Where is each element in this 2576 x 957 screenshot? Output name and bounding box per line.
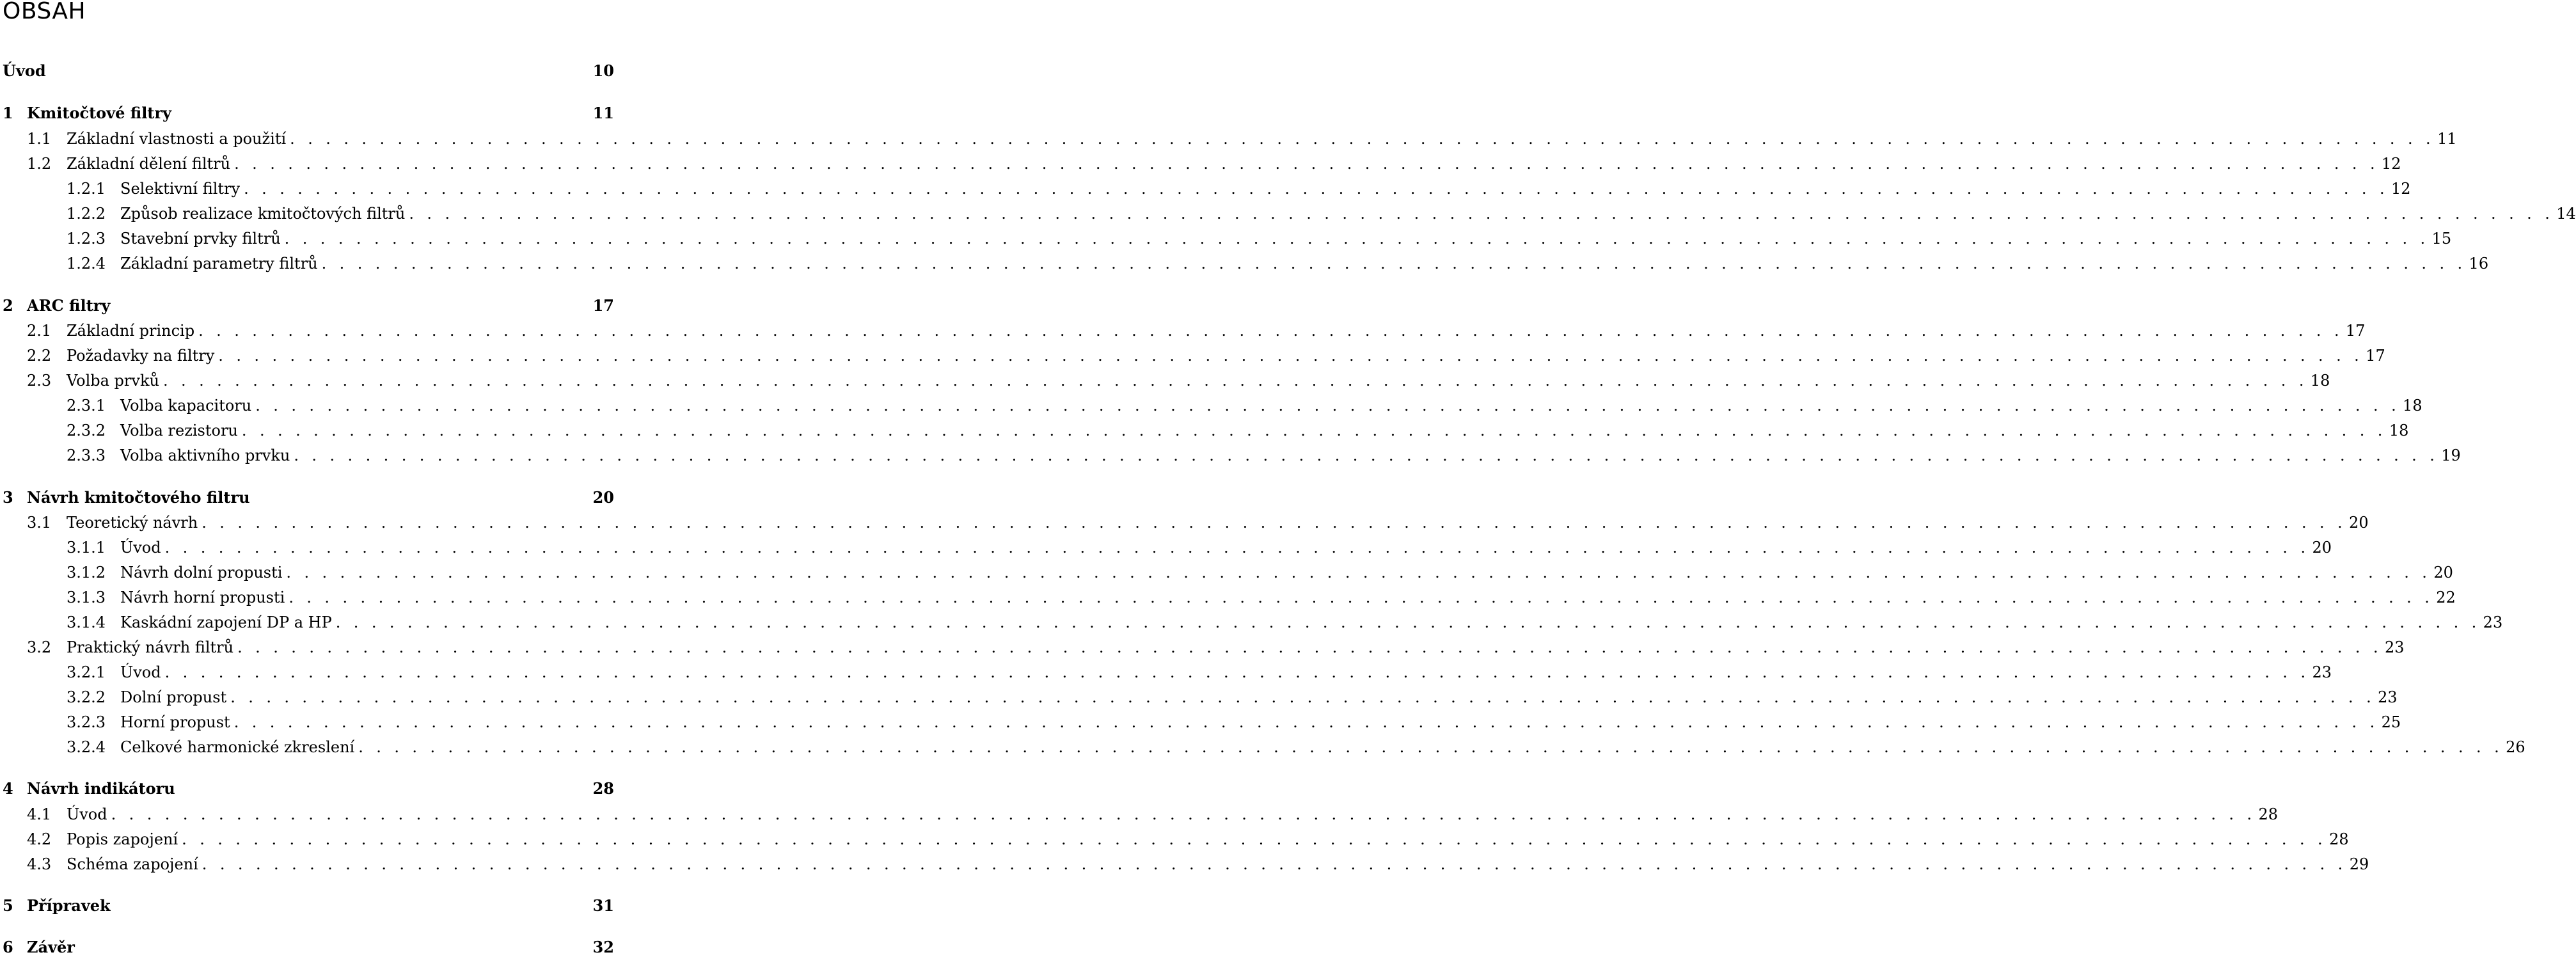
toc-section-entry[interactable] — [0, 613, 2503, 632]
toc-entry-title: Úvod — [3, 61, 46, 80]
toc-section-entry[interactable] — [0, 830, 2349, 849]
toc-entry-number: 3.1.1 — [67, 539, 106, 557]
toc-entry-title: Úvod — [67, 805, 107, 823]
toc-entry-title: Dolní propust — [120, 688, 227, 706]
toc-entry-title: Kmitočtové filtry — [27, 104, 171, 122]
toc-entry-number: 2.3 — [27, 372, 52, 390]
dot-leader: . . . . . . . . . . . . . . . . . . . . . . . . . . . . . . . . . . . . . . . . . . . . . . . . . . . . . . . . . . . . . . . . . . . . . . . . . . . . . . . . . . . . . . . . . . . . . . . . . . . . . . . . . . . . . . . . . . . . . . . . — [286, 564, 2431, 581]
toc-entry-page-number: 10 — [592, 61, 614, 80]
toc-entry-page-number: 32 — [592, 938, 614, 956]
toc-entry-title: Závěr — [27, 938, 75, 956]
toc-entry-number: 2 — [3, 296, 13, 315]
toc-section-entry[interactable] — [0, 396, 2422, 415]
toc-entry-number: 3.1.4 — [67, 613, 106, 631]
toc-section-entry[interactable] — [0, 421, 2409, 440]
toc-entry-title: Volba prvků — [67, 372, 159, 390]
dot-leader: . . . . . . . . . . . . . . . . . . . . . . . . . . . . . . . . . . . . . . . . . . . . . . . . . . . . . . . . . . . . . . . . . . . . . . . . . . . . . . . . . . . . . . . . . . . . . . . . . . . . . . . . . . . . . . . . . . . . . . . . — [335, 613, 2481, 631]
toc-chapter-entry[interactable] — [0, 779, 614, 798]
toc-entry-number: 1.2.1 — [67, 180, 106, 198]
toc-entry-title: Volba rezistoru — [120, 422, 238, 439]
dot-leader: . . . . . . . . . . . . . . . . . . . . . . . . . . . . . . . . . . . . . . . . . . . . . . . . . . . . . . . . . . . . . . . . . . . . . . . . . . . . . . . . . . . . . . . . . . . . . . . . . . . . . . . . . . . . . . . . . . . . . . . . — [284, 230, 2430, 248]
toc-entry-title: Volba aktivního prvku — [120, 447, 290, 464]
toc-entry-page-number: 11 — [2437, 130, 2457, 148]
toc-entry-number: 3.2 — [27, 638, 52, 656]
toc-entry-title: Praktický návrh filtrů — [67, 638, 234, 656]
toc-entry-page-number: 20 — [2312, 539, 2332, 557]
toc-entry-page-number: 18 — [2403, 397, 2422, 415]
toc-entry-number: 1.2.3 — [67, 230, 106, 248]
toc-section-entry[interactable] — [0, 638, 2405, 657]
toc-entry-number: 4.3 — [27, 855, 52, 873]
toc-entry-page-number: 20 — [2349, 514, 2369, 532]
toc-section-entry[interactable] — [0, 346, 2385, 365]
page-title: OBSAH — [3, 0, 86, 24]
toc-entry-page-number: 26 — [2506, 738, 2525, 756]
dot-leader: . . . . . . . . . . . . . . . . . . . . . . . . . . . . . . . . . . . . . . . . . . . . . . . . . . . . . . . . . . . . . . . . . . . . . . . . . . . . . . . . . . . . . . . . . . . . . . . . . . . . . . . . . . . . . . . . . . . . . . . . — [358, 738, 2504, 756]
toc-entry-page-number: 23 — [2385, 638, 2405, 656]
dot-leader: . . . . . . . . . . . . . . . . . . . . . . . . . . . . . . . . . . . . . . . . . . . . . . . . . . . . . . . . . . . . . . . . . . . . . . . . . . . . . . . . . . . . . . . . . . . . . . . . . . . . . . . . . . . . . . . . . . . . . . . . — [321, 255, 2467, 273]
toc-section-entry[interactable] — [0, 321, 2366, 340]
toc-entry-title: Návrh horní propusti — [120, 589, 285, 606]
toc-entry-title: Horní propust — [120, 713, 230, 731]
dot-leader: . . . . . . . . . . . . . . . . . . . . . . . . . . . . . . . . . . . . . . . . . . . . . . . . . . . . . . . . . . . . . . . . . . . . . . . . . . . . . . . . . . . . . . . . . . . . . . . . . . . . . . . . . . . . . . . . . . . . . . . . — [164, 539, 2310, 557]
toc-entry-number: 5 — [3, 896, 13, 915]
toc-entry-number: 1.2.2 — [67, 205, 106, 223]
toc-chapter-entry[interactable] — [0, 104, 614, 123]
toc-entry-title: Selektivní filtry — [120, 180, 241, 198]
dot-leader: . . . . . . . . . . . . . . . . . . . . . . . . . . . . . . . . . . . . . . . . . . . . . . . . . . . . . . . . . . . . . . . . . . . . . . . . . . . . . . . . . . . . . . . . . . . . . . . . . . . . . . . . . . . . . . . . . . . . . . . . — [230, 688, 2376, 706]
toc-entry-page-number: 23 — [2378, 688, 2398, 706]
toc-entry-page-number: 12 — [2382, 155, 2401, 173]
toc-entry-title: Schéma zapojení — [67, 855, 198, 873]
dot-leader: . . . . . . . . . . . . . . . . . . . . . . . . . . . . . . . . . . . . . . . . . . . . . . . . . . . . . . . . . . . . . . . . . . . . . . . . . . . . . . . . . . . . . . . . . . . . . . . . . . . . . . . . . . . . . . . . . . . . . . . . — [201, 514, 2347, 532]
toc-section-entry[interactable] — [0, 805, 2279, 824]
toc-entry-number: 3.1.2 — [67, 564, 106, 581]
toc-entry-title: Způsob realizace kmitočtových filtrů — [120, 205, 406, 223]
toc-entry-page-number: 16 — [2469, 255, 2489, 273]
toc-entry-page-number: 28 — [592, 779, 614, 798]
toc-entry-page-number: 23 — [2483, 613, 2503, 631]
toc-entry-page-number: 11 — [592, 104, 614, 122]
toc-entry-title: Úvod — [120, 663, 161, 681]
toc-chapter-entry[interactable] — [0, 896, 614, 915]
toc-entry-number: 2.1 — [27, 322, 52, 340]
toc-entry-number: 2.2 — [27, 347, 52, 365]
toc-section-entry[interactable] — [0, 446, 2461, 465]
toc-entry-number: 6 — [3, 938, 13, 956]
toc-entry-number: 1.1 — [27, 130, 52, 148]
toc-entry-page-number: 22 — [2436, 589, 2456, 606]
toc-entry-page-number: 19 — [2441, 447, 2461, 464]
dot-leader: . . . . . . . . . . . . . . . . . . . . . . . . . . . . . . . . . . . . . . . . . . . . . . . . . . . . . . . . . . . . . . . . . . . . . . . . . . . . . . . . . . . . . . . . . . . . . . . . . . . . . . . . . . . . . . . . . . . . . . . . — [201, 855, 2347, 873]
toc-entry-number: 3 — [3, 488, 13, 507]
toc-entry-number: 1 — [3, 104, 13, 122]
dot-leader: . . . . . . . . . . . . . . . . . . . . . . . . . . . . . . . . . . . . . . . . . . . . . . . . . . . . . . . . . . . . . . . . . . . . . . . . . . . . . . . . . . . . . . . . . . . . . . . . . . . . . . . . . . . . . . . . . . . . . . . . — [234, 155, 2380, 173]
toc-entry-page-number: 20 — [592, 488, 614, 507]
toc-entry-number: 2.3.3 — [67, 447, 106, 464]
toc-entry-title: Přípravek — [27, 896, 111, 915]
toc-entry-title: Základní parametry filtrů — [120, 255, 318, 273]
dot-leader: . . . . . . . . . . . . . . . . . . . . . . . . . . . . . . . . . . . . . . . . . . . . . . . . . . . . . . . . . . . . . . . . . . . . . . . . . . . . . . . . . . . . . . . . . . . . . . . . . . . . . . . . . . . . . . . . . . . . . . . . — [241, 422, 2387, 439]
dot-leader: . . . . . . . . . . . . . . . . . . . . . . . . . . . . . . . . . . . . . . . . . . . . . . . . . . . . . . . . . . . . . . . . . . . . . . . . . . . . . . . . . . . . . . . . . . . . . . . . . . . . . . . . . . . . . . . . . . . . . . . . — [162, 372, 2308, 390]
toc-entry-number: 3.1.3 — [67, 589, 106, 606]
toc-entry-page-number: 12 — [2391, 180, 2411, 198]
toc-entry-number: 3.2.3 — [67, 713, 106, 731]
toc-entry-page-number: 18 — [2310, 372, 2330, 390]
toc-entry-page-number: 17 — [592, 296, 614, 315]
dot-leader: . . . . . . . . . . . . . . . . . . . . . . . . . . . . . . . . . . . . . . . . . . . . . . . . . . . . . . . . . . . . . . . . . . . . . . . . . . . . . . . . . . . . . . . . . . . . . . . . . . . . . . . . . . . . . . . . . . . . . . . . — [111, 805, 2256, 823]
toc-entry-page-number: 31 — [592, 896, 614, 915]
dot-leader: . . . . . . . . . . . . . . . . . . . . . . . . . . . . . . . . . . . . . . . . . . . . . . . . . . . . . . . . . . . . . . . . . . . . . . . . . . . . . . . . . . . . . . . . . . . . . . . . . . . . . . . . . . . . . . . . . . . . . . . . — [164, 663, 2310, 681]
toc-entry-title: Celkové harmonické zkreslení — [120, 738, 355, 756]
dot-leader: . . . . . . . . . . . . . . . . . . . . . . . . . . . . . . . . . . . . . . . . . . . . . . . . . . . . . . . . . . . . . . . . . . . . . . . . . . . . . . . . . . . . . . . . . . . . . . . . . . . . . . . . . . . . . . . . . . . . . . . . — [218, 347, 2364, 365]
toc-entry-page-number: 28 — [2329, 830, 2349, 848]
toc-entry-title: Návrh dolní propusti — [120, 564, 283, 581]
toc-entry-title: Stavební prvky filtrů — [120, 230, 281, 248]
dot-leader: . . . . . . . . . . . . . . . . . . . . . . . . . . . . . . . . . . . . . . . . . . . . . . . . . . . . . . . . . . . . . . . . . . . . . . . . . . . . . . . . . . . . . . . . . . . . . . . . . . . . . . . . . . . . . . . . . . . . . . . . — [244, 180, 2389, 198]
toc-entry-title: Požadavky na filtry — [67, 347, 215, 365]
toc-entry-number: 3.2.4 — [67, 738, 106, 756]
toc-section-entry[interactable] — [0, 588, 2456, 607]
toc-chapter-entry[interactable] — [0, 61, 614, 81]
toc-chapter-entry[interactable] — [0, 296, 614, 315]
toc-entry-title: Úvod — [120, 539, 161, 557]
toc-section-entry[interactable] — [0, 855, 2369, 874]
toc-section-entry[interactable] — [0, 663, 2332, 682]
toc-entry-number: 2.3.1 — [67, 397, 106, 415]
toc-section-entry[interactable] — [0, 688, 2398, 707]
toc-entry-page-number: 23 — [2312, 663, 2332, 681]
toc-entry-number: 4 — [3, 779, 13, 798]
dot-leader: . . . . . . . . . . . . . . . . . . . . . . . . . . . . . . . . . . . . . . . . . . . . . . . . . . . . . . . . . . . . . . . . . . . . . . . . . . . . . . . . . . . . . . . . . . . . . . . . . . . . . . . . . . . . . . . . . . . . . . . . — [288, 589, 2434, 606]
dot-leader: . . . . . . . . . . . . . . . . . . . . . . . . . . . . . . . . . . . . . . . . . . . . . . . . . . . . . . . . . . . . . . . . . . . . . . . . . . . . . . . . . . . . . . . . . . . . . . . . . . . . . . . . . . . . . . . . . . . . . . . . — [182, 830, 2327, 848]
toc-section-entry[interactable] — [0, 563, 2453, 582]
toc-entry-page-number: 17 — [2346, 322, 2366, 340]
toc-entry-number: 3.2.2 — [67, 688, 106, 706]
toc-entry-title: ARC filtry — [27, 296, 111, 315]
toc-chapter-entry[interactable] — [0, 488, 614, 507]
toc-entry-page-number: 20 — [2433, 564, 2453, 581]
toc-entry-title: Popis zapojení — [67, 830, 178, 848]
toc-entry-title: Kaskádní zapojení DP a HP — [120, 613, 332, 631]
toc-entry-title: Volba kapacitoru — [120, 397, 252, 415]
toc-entry-number: 3.2.1 — [67, 663, 106, 681]
toc-entry-number: 2.3.2 — [67, 422, 106, 439]
toc-section-entry[interactable] — [0, 254, 2489, 273]
toc-section-entry[interactable] — [0, 513, 2369, 532]
toc-entry-page-number: 18 — [2389, 422, 2409, 439]
toc-section-entry[interactable] — [0, 204, 2576, 223]
dot-leader: . . . . . . . . . . . . . . . . . . . . . . . . . . . . . . . . . . . . . . . . . . . . . . . . . . . . . . . . . . . . . . . . . . . . . . . . . . . . . . . . . . . . . . . . . . . . . . . . . . . . . . . . . . . . . . . . . . . . . . . . — [290, 130, 2435, 148]
toc-entry-page-number: 17 — [2366, 347, 2385, 365]
dot-leader: . . . . . . . . . . . . . . . . . . . . . . . . . . . . . . . . . . . . . . . . . . . . . . . . . . . . . . . . . . . . . . . . . . . . . . . . . . . . . . . . . . . . . . . . . . . . . . . . . . . . . . . . . . . . . . . . . . . . . . . . — [255, 397, 2401, 415]
dot-leader: . . . . . . . . . . . . . . . . . . . . . . . . . . . . . . . . . . . . . . . . . . . . . . . . . . . . . . . . . . . . . . . . . . . . . . . . . . . . . . . . . . . . . . . . . . . . . . . . . . . . . . . . . . . . . . . . . . . . . . . . — [237, 638, 2383, 656]
toc-chapter-entry[interactable] — [0, 938, 614, 957]
dot-leader: . . . . . . . . . . . . . . . . . . . . . . . . . . . . . . . . . . . . . . . . . . . . . . . . . . . . . . . . . . . . . . . . . . . . . . . . . . . . . . . . . . . . . . . . . . . . . . . . . . . . . . . . . . . . . . . . . . . . . . . . — [409, 205, 2554, 223]
toc-entry-number: 4.2 — [27, 830, 52, 848]
toc-entry-number: 1.2.4 — [67, 255, 106, 273]
toc-section-entry[interactable] — [0, 371, 2330, 390]
toc-entry-number: 3.1 — [27, 514, 52, 532]
toc-section-entry[interactable] — [0, 229, 2452, 248]
toc-section-entry[interactable] — [0, 738, 2525, 757]
dot-leader: . . . . . . . . . . . . . . . . . . . . . . . . . . . . . . . . . . . . . . . . . . . . . . . . . . . . . . . . . . . . . . . . . . . . . . . . . . . . . . . . . . . . . . . . . . . . . . . . . . . . . . . . . . . . . . . . . . . . . . . . — [294, 447, 2439, 464]
dot-leader: . . . . . . . . . . . . . . . . . . . . . . . . . . . . . . . . . . . . . . . . . . . . . . . . . . . . . . . . . . . . . . . . . . . . . . . . . . . . . . . . . . . . . . . . . . . . . . . . . . . . . . . . . . . . . . . . . . . . . . . . — [233, 713, 2379, 731]
toc-entry-title: Návrh kmitočtového filtru — [27, 488, 250, 507]
toc-entry-page-number: 28 — [2258, 805, 2279, 823]
toc-section-entry[interactable] — [0, 179, 2411, 198]
toc-entry-title: Základní vlastnosti a použití — [67, 130, 287, 148]
toc-section-entry[interactable] — [0, 154, 2401, 173]
toc-entry-page-number: 25 — [2381, 713, 2401, 731]
toc-section-entry[interactable] — [0, 538, 2332, 557]
toc-entry-page-number: 15 — [2431, 230, 2452, 248]
toc-entry-page-number: 29 — [2349, 855, 2369, 873]
toc-section-entry[interactable] — [0, 713, 2401, 732]
toc-entry-title: Návrh indikátoru — [27, 779, 175, 798]
toc-entry-title: Základní princip — [67, 322, 195, 340]
toc-entry-number: 1.2 — [27, 155, 52, 173]
toc-section-entry[interactable] — [0, 129, 2457, 148]
toc-entry-number: 4.1 — [27, 805, 52, 823]
toc-entry-page-number: 14 — [2556, 205, 2576, 223]
dot-leader: . . . . . . . . . . . . . . . . . . . . . . . . . . . . . . . . . . . . . . . . . . . . . . . . . . . . . . . . . . . . . . . . . . . . . . . . . . . . . . . . . . . . . . . . . . . . . . . . . . . . . . . . . . . . . . . . . . . . . . . . — [198, 322, 2344, 340]
toc-entry-title: Teoretický návrh — [67, 514, 198, 532]
toc-entry-title: Základní dělení filtrů — [67, 155, 231, 173]
